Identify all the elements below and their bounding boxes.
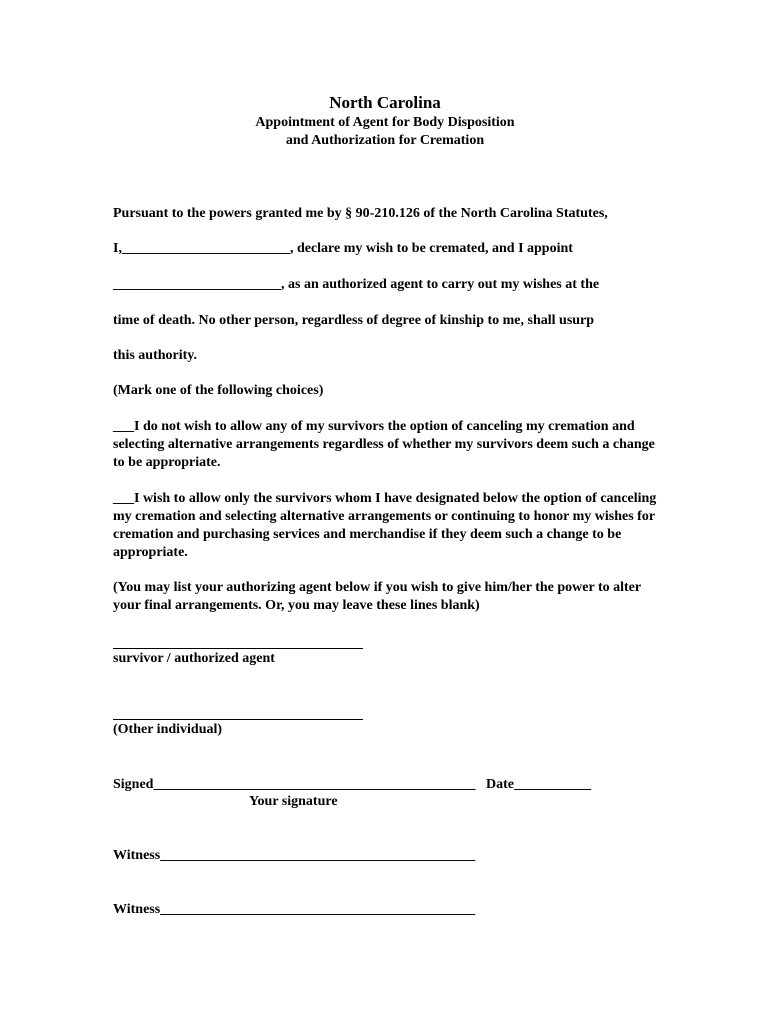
choice-designated-survivors: ___I wish to allow only the survivors whom I have designated below the option of canceling my cremation and selecting alternative arrangements or continuing to honor my wishes for cremation and purchasing services and merchandise if they deem such a change to be appropriate.: [113, 491, 657, 560]
witness-line-1[interactable]: Witness_____________________________________________: [113, 848, 476, 863]
form-title-line2: and Authorization for Cremation: [285, 133, 485, 148]
mark-one-instruction: (Mark one of the following choices): [113, 383, 324, 398]
pursuant-statement: Pursuant to the powers granted me by § 90-210.126 of the North Carolina Statutes,: [113, 206, 608, 221]
your-signature-caption: Your signature: [249, 794, 338, 809]
time-of-death-line: time of death. No other person, regardless of degree of kinship to me, shall usurp: [113, 313, 595, 328]
signed-line[interactable]: Signed______________________________________________: [113, 777, 476, 792]
this-authority-line: this authority.: [113, 348, 198, 363]
declaration-line: I,________________________, declare my wish to be cremated, and I appoint: [113, 241, 573, 256]
other-individual-label: (Other individual): [113, 722, 223, 737]
survivor-signature-line[interactable]: [113, 648, 363, 649]
list-agent-note: (You may list your authorizing agent below if you wish to give him/her the power to alter your final arrangements. Or, you may leave these lines blank): [113, 580, 641, 613]
witness-line-2[interactable]: Witness_____________________________________________: [113, 902, 476, 917]
choice-no-cancel: ___I do not wish to allow any of my survivors the option of canceling my cremation and selecting alternative arrangements regardless of whether my survivors deem such a change to be appropriate.: [113, 419, 655, 470]
other-individual-line[interactable]: [113, 719, 363, 720]
state-title: North Carolina: [329, 93, 441, 112]
form-title-line1: Appointment of Agent for Body Disposition: [255, 115, 515, 130]
date-line[interactable]: Date___________: [486, 777, 591, 792]
agent-line: ________________________, as an authorized agent to carry out my wishes at the: [113, 277, 600, 292]
survivor-label: survivor / authorized agent: [113, 651, 275, 666]
